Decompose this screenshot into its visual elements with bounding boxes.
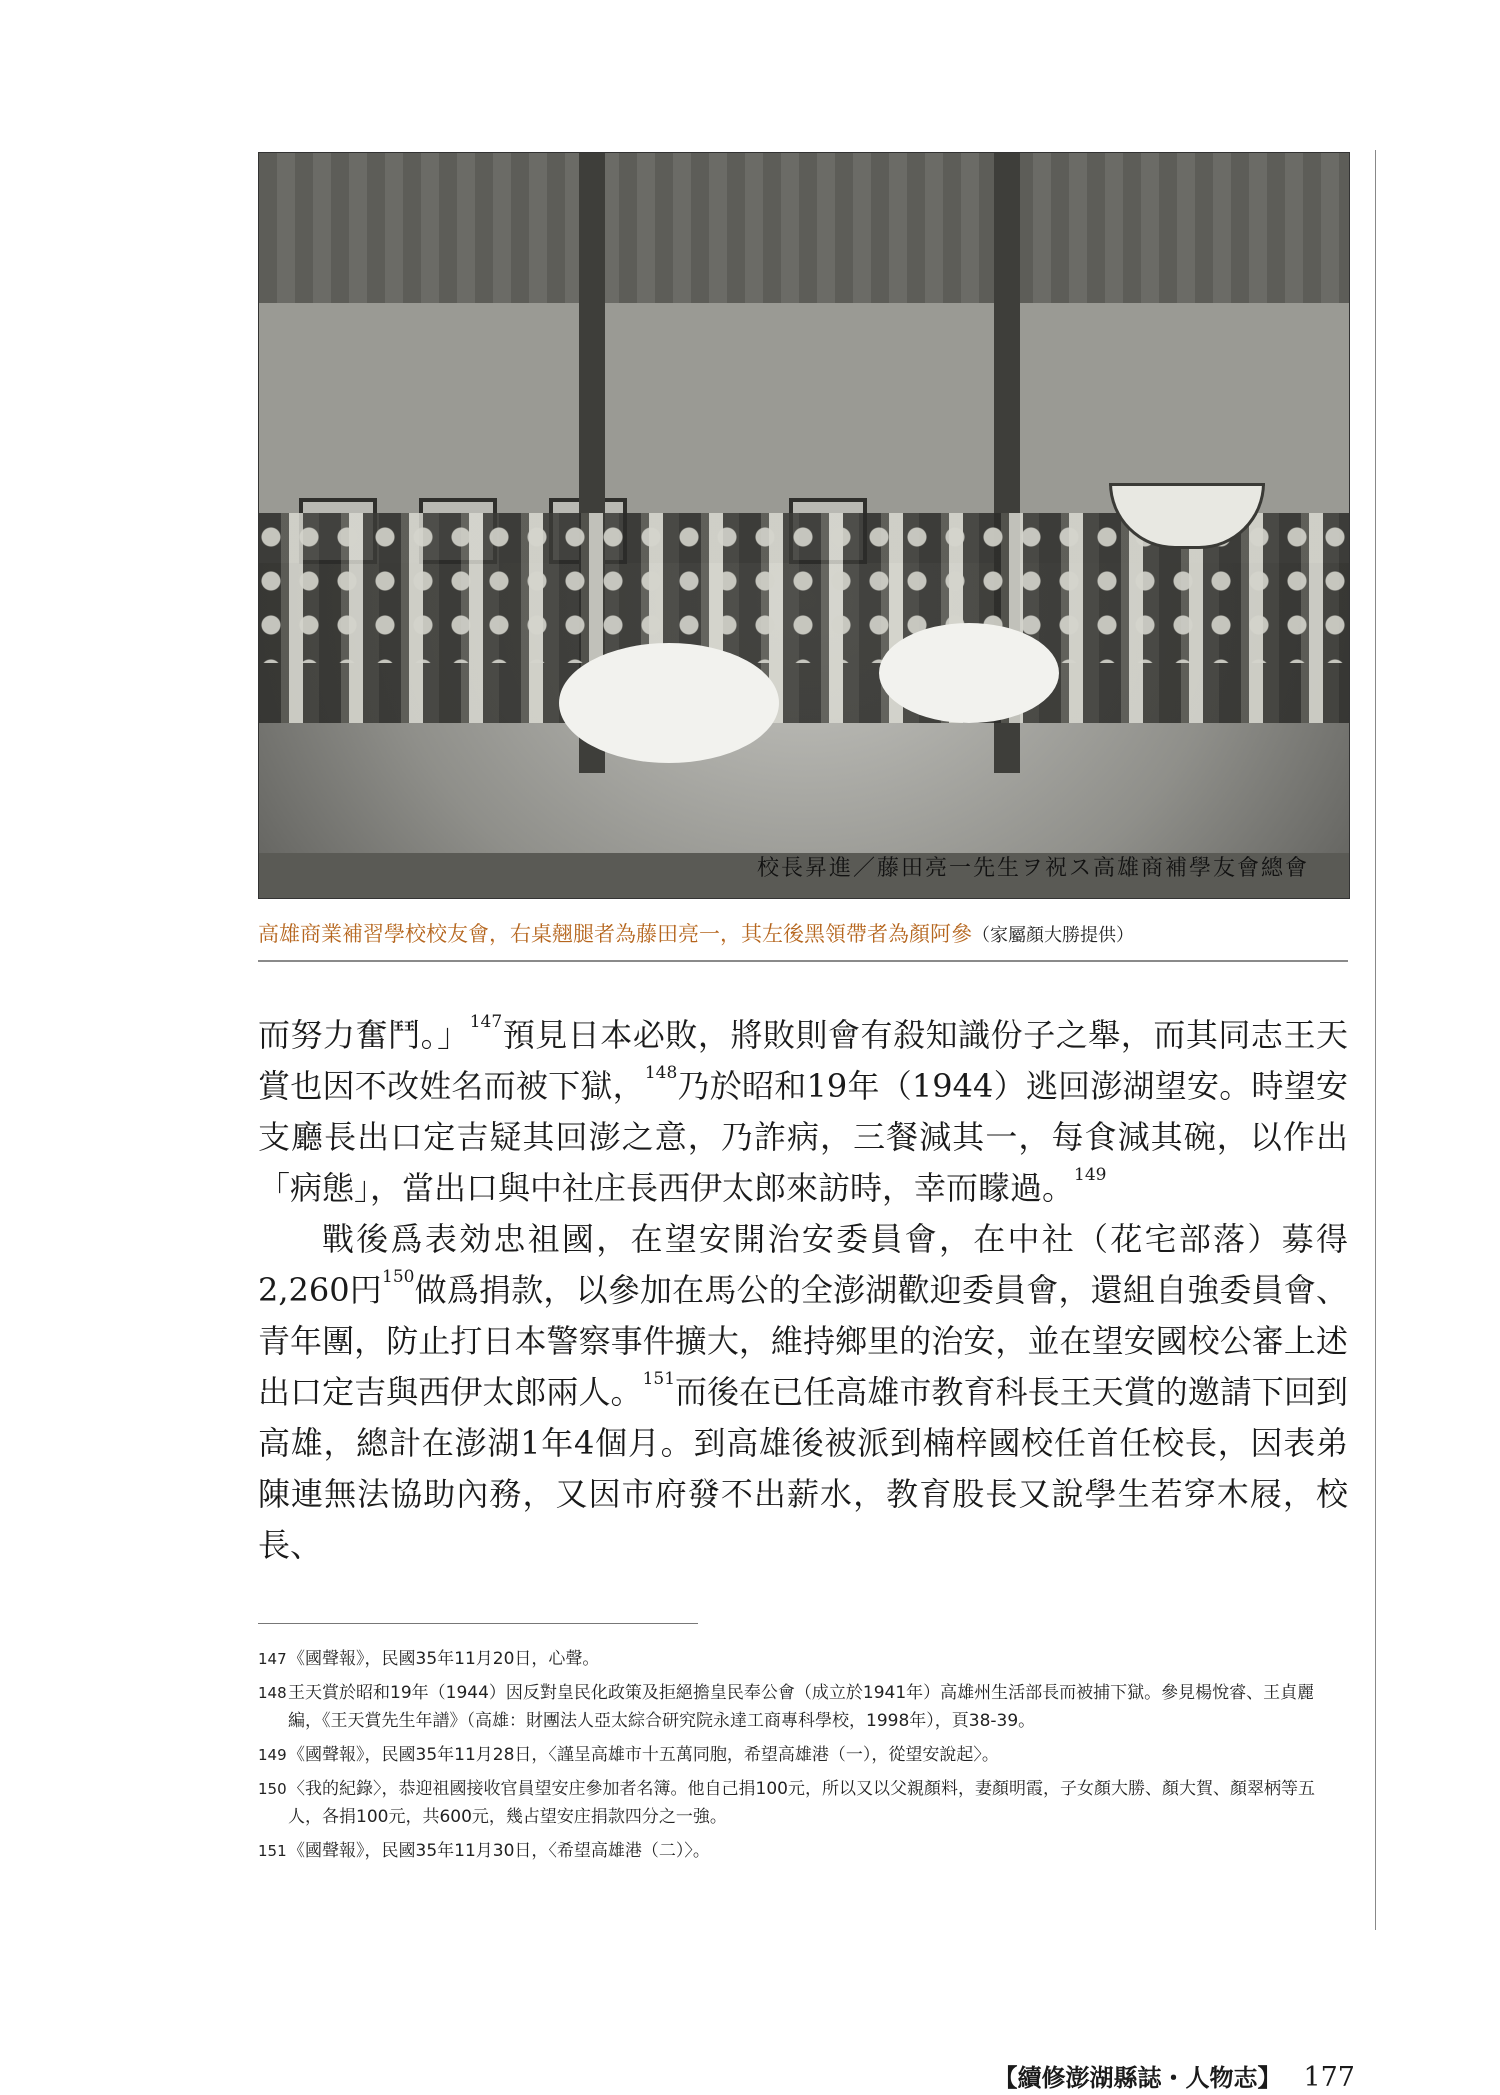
text-run: 做爲捐款，以參加在馬公的全澎湖歡迎委員會，還組自強委員會、青年團，防止打日本警察事件擴大，維持鄉里的治安，並在望安國校公審上述出口定吉與西伊太郎兩人。	[258, 1271, 1348, 1411]
footnote-text: 《國聲報》，民國35年11月20日，心聲。	[288, 1649, 600, 1669]
footnote-ref[interactable]: 150	[382, 1267, 415, 1287]
footnote-text: 《國聲報》，民國35年11月28日，〈謹呈高雄市十五萬同胞，希望高雄港（一），從望安說起〉。	[288, 1745, 999, 1765]
footnote-number: 148	[258, 1684, 287, 1702]
caption-text: 高雄商業補習學校校友會，右桌翹腿者為藤田亮一，其左後黑領帶者為顏阿參	[258, 922, 972, 946]
footnote-text: 王天賞於昭和19年（1944）因反對皇民化政策及拒絕擔皇民奉公會（成立於1941年）高雄州生活部長而被捕下獄。參見楊悅睿、王貞麗編，《王天賞先生年譜》（高雄：財團法人亞太綜合研究院永達工商專科學校，1998年），頁38-39。	[288, 1683, 1315, 1731]
footnote	[258, 1837, 1348, 1865]
footnote-number: 149	[258, 1746, 287, 1764]
footnote	[258, 1775, 1348, 1831]
caption-divider	[258, 960, 1348, 962]
footnote-number: 147	[258, 1650, 287, 1668]
paragraph	[258, 1010, 1348, 1214]
footnote-text: 〈我的紀錄〉，恭迎祖國接收官員望安庄參加者名簿。他自己捐100元，所以又以父親顏料，妻顏明霞，子女顏大勝、顏大賀、顏翠柄等五人，各捐100元，共600元，幾占望安庄捐款四分之一強。	[288, 1779, 1315, 1827]
footnote	[258, 1645, 1348, 1673]
text-run: 乃於昭和19年（1944）逃回澎湖望安。時望安支廳長出口定吉疑其回澎之意，乃詐病，三餐減其一，每食減其碗，以作出「病態」，當出口與中社庄長西伊太郎來訪時，幸而矇過。	[258, 1067, 1348, 1207]
running-footer	[993, 2058, 1355, 2093]
margin-rule	[1375, 150, 1376, 1930]
footnote	[258, 1679, 1348, 1735]
footnotes	[258, 1645, 1348, 1871]
caption-credit: （家屬顏大勝提供）	[972, 925, 1134, 946]
body-text	[258, 1010, 1348, 1571]
page-number: 177	[1303, 2062, 1355, 2093]
text-run: 而努力奮鬥。」	[258, 1016, 470, 1054]
text-run: 戰後爲表効忠祖國，在望安開治安委員會，在中社（花宅部落）募得2,260円	[258, 1220, 1348, 1309]
photo-inscription: 校長昇進／藤田亮一先生ヲ祝ス高雄商補學友會總會	[756, 856, 1309, 881]
footnote-number: 151	[258, 1842, 287, 1860]
footnote-ref[interactable]: 151	[642, 1369, 676, 1389]
footnote	[258, 1741, 1348, 1769]
footnote-text: 《國聲報》，民國35年11月30日，〈希望高雄港（二）〉。	[288, 1841, 710, 1861]
photo-caption	[258, 918, 1348, 948]
text-run: 預見日本必敗，將敗則會有殺知識份子之舉，而其同志王天賞也因不改姓名而被下獄，	[258, 1016, 1348, 1105]
footnote-ref[interactable]: 149	[1074, 1165, 1107, 1185]
paragraph	[258, 1214, 1348, 1571]
footnote-ref[interactable]: 148	[644, 1063, 678, 1083]
text-run: 而後在已任高雄市教育科長王天賞的邀請下回到高雄，總計在澎湖1年4個月。到高雄後被派到楠梓國校任首任校長，因表弟陳連無法協助內務，又因市府發不出薪水，教育股長又說學生若穿木屐，校長、	[258, 1373, 1348, 1564]
book-title: 【續修澎湖縣誌・人物志】	[993, 2063, 1282, 2092]
photo-ceiling	[259, 153, 1349, 303]
footnote-ref[interactable]: 147	[469, 1012, 503, 1032]
footnote-divider	[258, 1623, 698, 1624]
historical-group-photo	[258, 152, 1350, 899]
photo-table	[879, 623, 1059, 723]
photo-table	[559, 643, 779, 763]
footnote-number: 150	[258, 1780, 287, 1798]
